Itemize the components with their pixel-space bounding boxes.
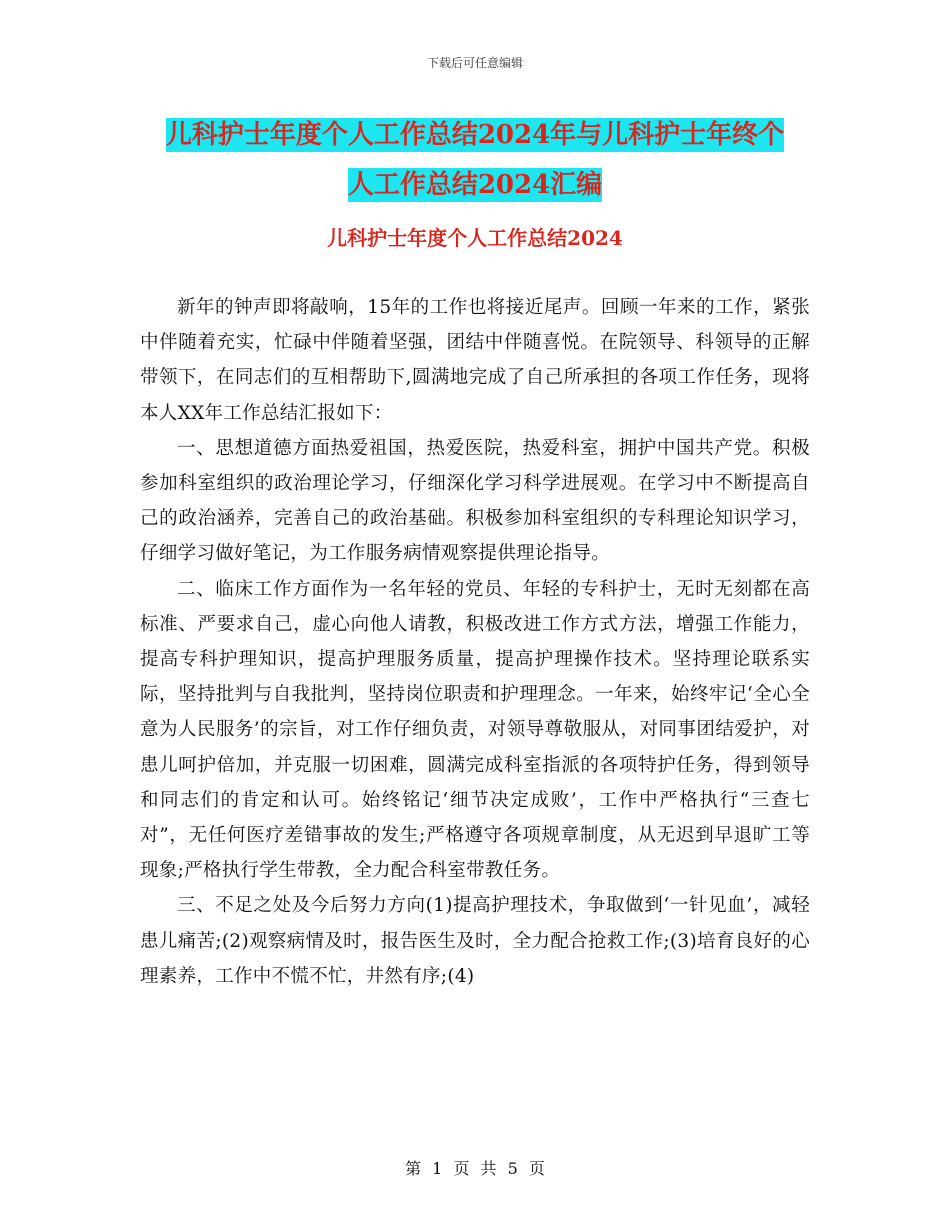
section-title: 儿科护士年度个人工作总结2024 <box>327 226 623 250</box>
paragraph-intro: 新年的钟声即将敲响，15年的工作也将接近尾声。回顾一年来的工作，紧张中伴随着充实，忙碌中伴随着坚强，团结中伴随喜悦。在院领导、科领导的正解带领下，在同志们的互相帮助下,圆满地完成了自己所承担的各项工作任务，现将本人XX年工作总结汇报如下： <box>140 297 810 424</box>
document-title-line-2: 人工作总结2024汇编 <box>347 170 603 200</box>
paragraph-shortcomings: 三、不足之处及今后努力方向(1)提高护理技术，争取做到‘一针见血’，减轻患儿痛苦;(2)观察病情及时，报告医生及时，全力配合抢救工作;(3)培育良好的心理素养，工作中不慌不忙，井然有序;(4) <box>140 895 810 987</box>
paragraph-clinical-work: 二、临床工作方面作为一名年轻的党员、年轻的专科护士，无时无刻都在高标准、严要求自己，虚心向他人请教，积极改进工作方式方法，增强工作能力，提高专科护理知识，提高护理服务质量，提高护理操作技术。坚持理论联系实际，坚持批判与自我批判，坚持岗位职责和护理理念。一年来，始终牢记‘全心全意为人民服务’的宗旨，对工作仔细负责，对领导尊敬服从，对同事团结爱护，对患儿呵护倍加，并克服一切困难，圆满完成科室指派的各项特护任务，得到领导和同志们的肯定和认可。始终铭记‘细节决定成败’，工作中严格执行“三查七对”，无任何医疗差错事故的发生;严格遵守各项规章制度，从无迟到早退旷工等现象;严格执行学生带教，全力配合科室带教任务。 <box>140 578 810 882</box>
document-title <box>100 110 850 210</box>
paragraph-ideology: 一、思想道德方面热爱祖国，热爱医院，热爱科室，拥护中国共产党。积极参加科室组织的政治理论学习，仔细深化学习科学进展观。在学习中不断提高自己的政治涵养，完善自己的政治基础。积极参加科室组织的专科理论知识学习，仔细学习做好笔记，为工作服务病情观察提供理论指导。 <box>140 437 810 565</box>
page-number-footer: 第 1 页 共 5 页 <box>405 1159 545 1178</box>
header-note: 下载后可任意编辑 <box>426 56 523 70</box>
document-title-line-1: 儿科护士年度个人工作总结2024年与儿科护士年终个 <box>165 120 785 150</box>
body-text <box>140 290 810 994</box>
